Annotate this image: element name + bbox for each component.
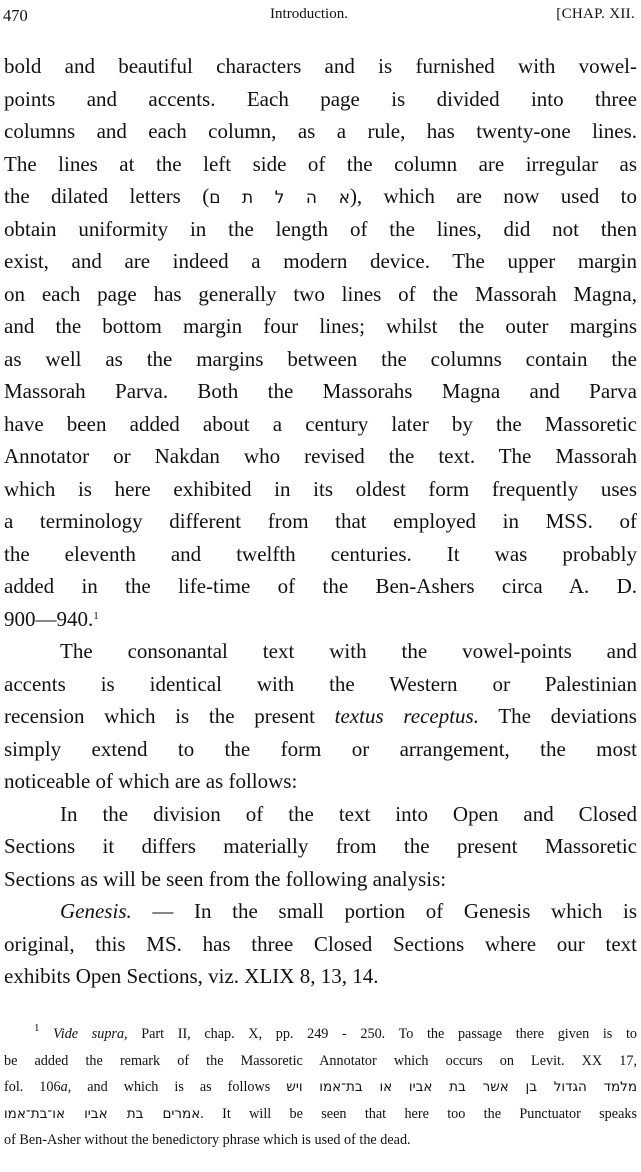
text-fragment: — In the small portion of Genesis which is <box>131 899 637 923</box>
text-line: In the division of the text into Open and Closed <box>60 801 637 826</box>
text-fragment: Part II, chap. X, pp. 249 - 250. To the passage there given is to <box>127 1026 637 1042</box>
text-line <box>4 603 637 636</box>
footnote-block <box>4 1021 637 1154</box>
text-line: The consonantal text with the vowel-points and <box>60 639 637 663</box>
text-fragment: The deviations <box>478 704 637 728</box>
text-line: added in the life-time of the Ben-Ashers circa A. D. <box>4 574 637 598</box>
hebrew-quote: אמרים בת אביו או־בת־אמו <box>4 1105 201 1122</box>
main-text <box>4 50 637 993</box>
text-line: as well as the margins between the columns contain the <box>4 346 637 371</box>
footnote-reference: 1 <box>93 609 99 622</box>
text-fragment: recension which is the present <box>4 704 335 728</box>
footnote-marker: 1 <box>34 1022 40 1034</box>
text-line: columns and each column, as a rule, has twenty-one lines. <box>4 119 637 143</box>
text-line: original, this MS. has three Closed Sections where our text <box>4 931 637 956</box>
italic-term: textus receptus. <box>334 704 479 728</box>
page-number: 470 <box>3 6 28 25</box>
italic-term: a <box>60 1079 68 1095</box>
running-header <box>3 6 635 30</box>
text-fragment: fol. 106 <box>4 1079 61 1095</box>
text-line: Sections it differs materially from the present Massoretic <box>4 834 637 858</box>
text-line: Annotator or Nakdan who revised the text. The Massorah <box>4 444 637 468</box>
text-line: exist, and are indeed a modern device. The upper margin <box>4 249 637 273</box>
text-line: noticeable of which are as follows: <box>4 769 298 793</box>
italic-term: Vide supra, <box>53 1026 128 1042</box>
text-line: points and accents. Each page is divided into three <box>4 86 637 111</box>
text-line: and the bottom margin four lines; whilst the outer margins <box>4 314 637 338</box>
running-title: Introduction. <box>270 6 348 22</box>
text-line: accents is identical with the Western or Palestinian <box>4 671 637 696</box>
footnote-line <box>4 1101 637 1128</box>
text-line: Sections as will be seen from the following analysis: <box>4 866 447 891</box>
text-line: obtain uniformity in the length of the lines, did not then <box>4 216 637 241</box>
footnote-line <box>4 1021 637 1048</box>
text-fragment: . It will be seen that here too the Punctuator speaks <box>200 1105 637 1122</box>
footnote-line <box>4 1074 637 1101</box>
text-fragment: 900—940. <box>4 606 94 631</box>
text-line: exhibits Open Sections, viz. XLIX 8, 13, 14. <box>4 964 379 988</box>
text-fragment: , and which is as follows <box>67 1079 271 1095</box>
text-fragment: ), which are now used to <box>349 184 637 208</box>
text-line: The lines at the left side of the column are irregular as <box>4 151 637 176</box>
text-line: a terminology different from that employed in MSS. of <box>4 509 637 533</box>
footnote-line: of Ben-Asher without the benedictory phrase which is used of the dead. <box>4 1132 411 1148</box>
hebrew-letters: א ה ל ת ם <box>209 188 350 208</box>
text-line: on each page has generally two lines of the Massorah Magna, <box>4 281 637 306</box>
text-line: have been added about a century later by the Massoretic <box>4 411 637 436</box>
hebrew-quote: מלמד הגדול בן אשר בת אביו או בת־אמו ויש <box>286 1079 637 1095</box>
text-line: bold and beautiful characters and is furnished with vowel- <box>4 54 637 78</box>
italic-term: Genesis. <box>60 899 132 923</box>
text-line: the eleventh and twelfth centuries. It was probably <box>4 541 637 566</box>
text-line: Massorah Parva. Both the Massorahs Magna and Parva <box>4 379 637 403</box>
text-line <box>4 895 637 928</box>
text-line <box>4 700 637 733</box>
text-line: which is here exhibited in its oldest form frequently uses <box>4 476 637 501</box>
footnote-line: be added the remark of the Massoretic Annotator which occurs on Levit. XX 17, <box>4 1052 637 1069</box>
text-line: simply extend to the form or arrangement, the most <box>4 736 637 761</box>
text-fragment: the dilated letters ( <box>4 184 210 208</box>
text-line <box>4 180 637 213</box>
chapter-label: [CHAP. XII. <box>556 6 635 22</box>
